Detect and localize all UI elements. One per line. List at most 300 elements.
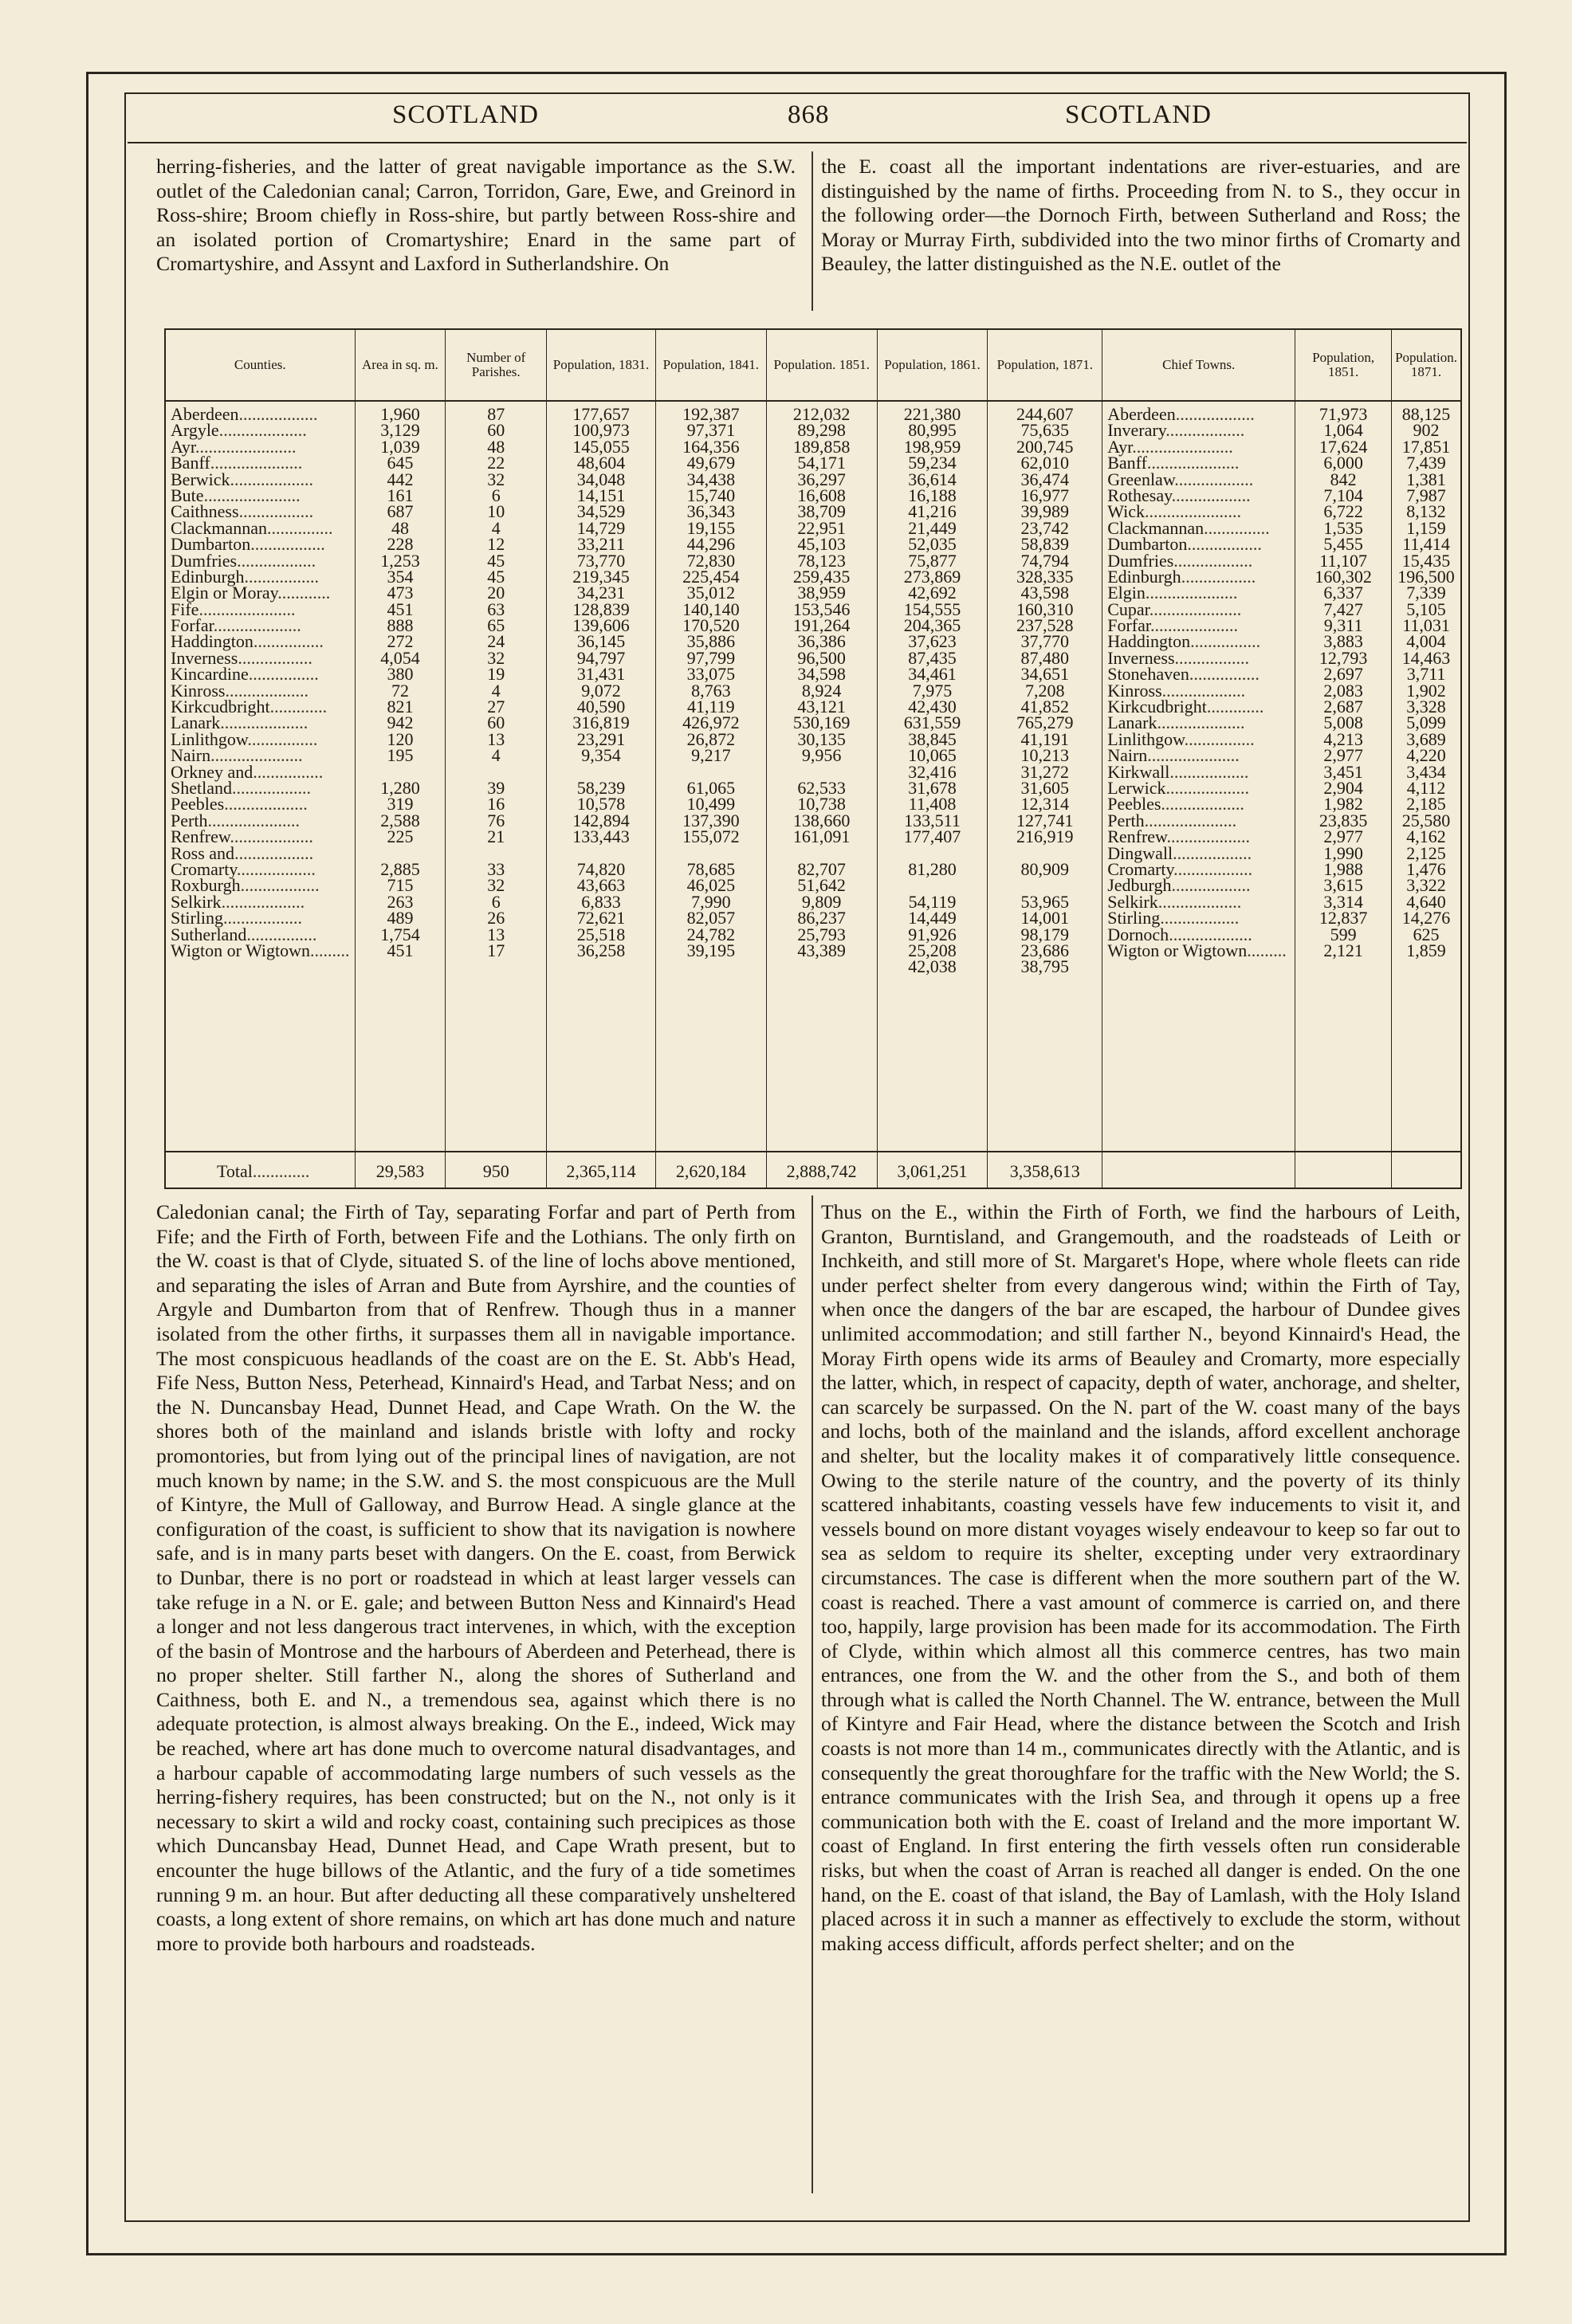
area-value-text: 942: [387, 713, 414, 733]
dot-leader: ...................: [1161, 680, 1246, 701]
county-name-text: Banff: [171, 453, 210, 473]
parishes-value-text: 19: [487, 664, 505, 685]
county-name-text: Peebles: [171, 794, 225, 815]
parishes-value-text: 32: [487, 647, 505, 668]
pop-1871-value-text: 12,314: [1020, 794, 1070, 815]
pop-1841-value-text: 78,685: [686, 858, 736, 879]
pop-1861-value-text: 21,449: [908, 517, 957, 538]
pop-1831-value-text: 9,354: [581, 745, 621, 766]
pop-1861-value: [882, 858, 983, 879]
area-value-text: 161: [387, 485, 414, 505]
town-pop-1871-column: [1392, 401, 1460, 1152]
page-number: 868: [788, 100, 830, 129]
town-pop-1851-value-text: 599: [1330, 924, 1357, 944]
town-name-text: Peebles: [1107, 794, 1161, 815]
dot-leader: ................: [253, 631, 324, 652]
town-name-text: Inverary: [1107, 420, 1166, 441]
county-name-text: Lanark: [171, 713, 221, 733]
town-pop-1871-value-text: 1,902: [1406, 680, 1446, 701]
dot-leader: ...............: [266, 517, 333, 538]
pop-1851-value-text: 82,707: [797, 858, 846, 879]
town-pop-1851-value-text: 7,427: [1323, 599, 1363, 619]
pop-1851-value-text: 16,608: [797, 485, 846, 505]
pop-1851-value-text: 161,091: [792, 826, 851, 847]
dot-leader: .............: [269, 697, 328, 717]
dot-leader: .......................: [195, 436, 297, 457]
town-name-text: Selkirk: [1107, 891, 1158, 912]
town-pop-1871-value-text: 5,105: [1406, 599, 1446, 619]
town-pop-1851-value-text: 842: [1330, 469, 1357, 489]
pop-1831-value-text: 145,055: [572, 436, 630, 457]
dot-leader: ..................: [1173, 858, 1253, 879]
town-pop-1871-value-text: 3,322: [1406, 875, 1446, 896]
dot-leader: ................: [1184, 728, 1255, 749]
dot-leader: .....................: [1147, 745, 1240, 766]
dot-leader: .....................: [1146, 453, 1240, 473]
pop-1861-value-text: 75,877: [908, 550, 957, 571]
pop-1871-value-text: 53,965: [1020, 891, 1070, 912]
dot-leader: ..................: [1173, 842, 1252, 863]
pop-1831-value-text: 74,820: [576, 858, 626, 879]
dot-leader: .....................: [210, 745, 303, 766]
county-name-text: Wigton or Wigtown: [171, 940, 311, 960]
area-value-text: 354: [387, 566, 414, 587]
parishes-value-text: 32: [487, 469, 505, 489]
town-pop-1851-value-text: 6,337: [1323, 583, 1363, 603]
dot-leader: .....................: [207, 810, 300, 830]
pop-1861-value-text: 25,208: [908, 940, 957, 960]
county-name-text: Linlithgow: [171, 728, 248, 749]
parishes-value-text: 4: [491, 517, 501, 538]
pop-1831-value-text: 177,657: [572, 404, 630, 424]
area-value-text: 1,280: [380, 777, 420, 798]
town-pop-1871-value-text: 4,220: [1406, 745, 1446, 766]
pop-1871-value-text: 43,598: [1020, 583, 1070, 603]
pop-1851-value-text: 9,809: [801, 891, 842, 912]
town-name-text: Ayr: [1107, 436, 1133, 457]
town-pop-1871-value-text: 15,435: [1401, 550, 1451, 571]
pop-1861-value-text: 37,623: [908, 631, 957, 652]
town-pop-1851-value-text: 17,624: [1319, 436, 1368, 457]
pop-1851-value-text: 45,103: [797, 534, 846, 555]
dot-leader: ....................: [1150, 615, 1238, 636]
town-pop-1871-value-text: 5,099: [1406, 713, 1446, 733]
pop-1831-value-text: 31,431: [576, 664, 626, 685]
pop-1841-value: [661, 826, 761, 847]
population-table: [164, 328, 1462, 1189]
pop-1831-value-text: 142,894: [572, 810, 630, 830]
pop-1841-column: [655, 401, 766, 1152]
pop-1871-value-text: 62,010: [1020, 453, 1070, 473]
pop-1861-value-text: 52,035: [908, 534, 957, 555]
dot-leader: ...................: [1161, 794, 1244, 815]
dot-leader: .....................: [1144, 810, 1237, 830]
town-pop-1851-value-text: 9,311: [1323, 615, 1363, 636]
pop-1841-value-text: 426,972: [682, 713, 740, 733]
pop-1861-value-text: 273,869: [903, 566, 961, 587]
town-pop-1851-column: [1295, 401, 1392, 1152]
pop-1861-value-text: 14,449: [908, 908, 957, 928]
pop-1871-value-text: 75,635: [1020, 420, 1070, 441]
pop-1861-value-text: 177,407: [903, 826, 961, 847]
county-name-text: Berwick: [171, 469, 230, 489]
pop-1851-value-text: 62,533: [797, 777, 846, 798]
header-pop-1851: Population. 1851.: [766, 330, 877, 401]
pop-1831-value-text: 40,590: [576, 697, 626, 717]
pop-1851-value-text: 36,386: [797, 631, 846, 652]
town-pop-1851-value-text: 1,988: [1323, 858, 1363, 879]
pop-1841-value-text: 15,740: [686, 485, 736, 505]
dot-leader: .................: [1181, 566, 1256, 587]
pop-1831-value-text: 73,770: [576, 550, 626, 571]
parishes-value: [450, 826, 541, 847]
town-name-text: Dumbarton: [1107, 534, 1188, 555]
pop-1851-value-text: 34,598: [797, 664, 846, 685]
town-pop-1871-value-text: 2,185: [1406, 794, 1446, 815]
parishes-value-text: 6: [491, 485, 501, 505]
pop-1871-value: [992, 858, 1097, 879]
pop-1871-value-text: 16,977: [1020, 485, 1070, 505]
town-pop-1851-value-text: 71,973: [1319, 404, 1368, 424]
dot-leader: ..................: [236, 858, 316, 879]
pop-1831-value-text: 36,258: [576, 940, 626, 960]
dot-leader: ....................: [220, 713, 309, 733]
area-value-text: 380: [387, 664, 414, 685]
town-pop-1871-value-text: 902: [1413, 420, 1440, 441]
dot-leader: ..................: [1169, 761, 1249, 782]
county-name-text: Kinross: [171, 680, 226, 701]
county-name-text: Inverness: [171, 647, 238, 668]
town-pop-1871-value-text: 7,439: [1406, 453, 1446, 473]
pop-1831-value-text: 43,663: [576, 875, 626, 896]
town-name-text: Perth: [1107, 810, 1145, 830]
area-value-text: 888: [387, 615, 414, 636]
town-name-text: Stirling: [1107, 908, 1161, 928]
area-value-text: 263: [387, 891, 414, 912]
bottom-left-paragraph: Caledonian canal; the Firth of Tay, separating Forfar and part of Perth from Fife; and the Firth of Forth, between Fife and the Lothians. The only firth on the W. coast is that of Clyde, situated S. of the line of lochs above mentioned, and separating the isles of Arran and Bute from Ayrshire, and the counties of Argyle and Dumbarton from that of Renfrew. Though thus in a manner isolated from the other firths, it surpasses them all in navigable importance. The most conspicuous headlands of the coast are on the E. St. Abb's Head, Fife Ness, Button Ness, Peterhead, Kinnaird's Head, and Tarbat Ness; and on the N. Duncansbay Head, Dunnet Head, and Cape Wrath. On the W. the shores both of the mainland and islands bristle with lofty and rocky promontories, but from lying out of the principal lines of navigation, are not much known by name; in the S.W. and S. the most conspicuous are the Mull of Kintyre, the Mull of Galloway, and Burrow Head. A single glance at the configuration of the coast, is sufficient to show that its navigation is nowhere safe, and is in many parts beset with dangers. On the E. coast, from Berwick to Dunbar, there is no port or roadstead in which at least larger vessels can take refuge in a N. or E. gale; and between Button Ness and Kinnaird's Head a longer and not less dangerous tract intervenes, in which, with the exception of the basin of Montrose and the harbours of Aberdeen and Peterhead, there is no proper shelter. Still farther N., along the shores of Sutherland and Caithness, both E. and N., a tremendous sea, against which there is no adequate protection, is almost always breaking. On the E., indeed, Wick may be reached, where art has done much to overcome natural disadvantages, and a harbour capable of accommodating large numbers of such vessels as the herring-fishery requires, has been constructed; but on the N., not only is it necessary to skirt a wild and rocky coast, containing such precipices as those which Duncansbay Head, Dunnet Head, and Cape Wrath present, but to encounter the huge billows of the Atlantic, and the fury of a tide sometimes running 9 m. an hour. But after deducting all these comparatively unsheltered coasts, a long extent of shore remains, on which art has done much and nature more to provide both harbours and roadsteads.: [156, 1200, 796, 1955]
county-name-text: Argyle: [171, 420, 219, 441]
dot-leader: ............: [277, 583, 331, 603]
county-name-text: Bute: [171, 485, 204, 505]
pop-1851-value-text: 25,793: [797, 924, 846, 944]
town-pop-1871-value-text: 11,414: [1402, 534, 1450, 555]
town-name-text: Dingwall: [1107, 842, 1173, 863]
parishes-value-text: 39: [487, 777, 505, 798]
pop-1851-value-text: 138,660: [792, 810, 851, 830]
pop-1841-value-text: 24,782: [686, 924, 736, 944]
dot-leader: ....................: [1157, 713, 1245, 733]
town-pop-1871-value-text: 1,859: [1406, 940, 1446, 960]
town-name-text: Forfar: [1107, 615, 1150, 636]
county-name-text: Orkney and: [171, 761, 253, 782]
town-pop-1871-value-text: 7,987: [1406, 485, 1446, 505]
town-pop-1851-value-text: 11,107: [1319, 550, 1367, 571]
pop-1831-value-text: 219,345: [572, 566, 630, 587]
area-value-text: 225: [387, 826, 414, 847]
pop-1831-value-text: 94,797: [576, 647, 626, 668]
pop-1831-value-text: 33,211: [577, 534, 625, 555]
pop-1851-value-text: 153,546: [792, 599, 851, 619]
area-value: [360, 745, 441, 766]
town-pop-1871-value-text: 8,132: [1406, 501, 1446, 522]
pop-1841-value-text: 170,520: [682, 615, 740, 636]
town-name-text: Wick: [1107, 501, 1145, 522]
area-value-text: 687: [387, 501, 414, 522]
dot-leader: ................: [247, 728, 318, 749]
total-pop-1831: 2,365,114: [547, 1152, 656, 1188]
pop-1831-value-text: 34,529: [576, 501, 626, 522]
town-name-text: Renfrew: [1107, 826, 1167, 847]
total-area: 29,583: [355, 1152, 446, 1188]
dot-leader: .........: [310, 940, 350, 960]
pop-1841-value-text: 19,155: [686, 517, 736, 538]
pop-1831-value-text: 128,839: [572, 599, 630, 619]
town-name-text: Banff: [1107, 453, 1147, 473]
county-name-text: Selkirk: [171, 891, 222, 912]
area-value-text: 451: [387, 940, 414, 960]
pop-1841-value-text: 155,072: [682, 826, 740, 847]
total-empty-town1851: [1295, 1152, 1392, 1188]
town-name-text: Lerwick: [1107, 777, 1166, 798]
town-pop-1871-value-text: 1,159: [1406, 517, 1446, 538]
pop-1831-value: [552, 745, 650, 766]
pop-1831-value-text: 23,291: [576, 728, 626, 749]
pop-1871-value-text: 38,795: [1020, 956, 1070, 977]
bottom-column-divider: [812, 1195, 813, 2193]
bottom-left-column: [156, 1200, 796, 1956]
running-header: [128, 100, 1467, 139]
dot-leader: .................: [238, 647, 312, 668]
town-pop-1871-value-text: 11,031: [1402, 615, 1450, 636]
town-pop-1871-value-text: 4,640: [1406, 891, 1446, 912]
pop-1861-value-text: 81,280: [908, 858, 957, 879]
parishes-value-text: 45: [487, 550, 505, 571]
pop-1841-value-text: 35,012: [686, 583, 736, 603]
town-pop-1871-value-text: 7,339: [1406, 583, 1446, 603]
pop-1861-value-text: 221,380: [903, 404, 961, 424]
town-pop-1851-value-text: 2,977: [1323, 826, 1363, 847]
chief-towns-column: [1102, 401, 1295, 1152]
header-pop-1861: Population, 1861.: [877, 330, 988, 401]
town-pop-1851-value-text: 1,990: [1323, 842, 1363, 863]
pop-1861-value: [882, 956, 983, 977]
dot-leader: ..................: [1175, 404, 1255, 424]
pop-1851-value-text: 43,389: [797, 940, 846, 960]
parishes-value-text: 24: [487, 631, 505, 652]
pop-1871-value-text: 244,607: [1016, 404, 1074, 424]
parishes-value-text: 12: [487, 534, 505, 555]
pop-1841-value-text: 10,499: [686, 794, 736, 815]
town-name-text: Greenlaw: [1107, 469, 1175, 489]
county-name-text: Stirling: [171, 908, 224, 928]
pop-1841-value-text: 46,025: [686, 875, 736, 896]
pop-1851-value-text: 10,738: [797, 794, 846, 815]
pop-1831-value-text: 14,151: [576, 485, 626, 505]
pop-1861-value-text: 87,435: [908, 647, 957, 668]
pop-1841-value-text: 41,119: [686, 697, 735, 717]
dot-leader: ...................: [1165, 777, 1249, 798]
pop-1861-value-text: 7,975: [912, 680, 953, 701]
town-name-text: Haddington: [1107, 631, 1191, 652]
dot-leader: ..................: [1171, 875, 1251, 896]
town-pop-1851-value-text: 3,615: [1323, 875, 1363, 896]
parishes-value-text: 26: [487, 908, 505, 928]
pop-1841-value-text: 97,799: [686, 647, 736, 668]
area-value: [360, 826, 441, 847]
dot-leader: ..................: [232, 777, 311, 798]
header-pop-1831: Population, 1831.: [547, 330, 656, 401]
area-value-text: 645: [387, 453, 414, 473]
county-name-text: Edinburgh: [171, 566, 245, 587]
pop-1841-value-text: 36,343: [686, 501, 736, 522]
town-pop-1851-value-text: 2,904: [1323, 777, 1363, 798]
parishes-value-text: 4: [491, 745, 501, 766]
town-name-text: Dumfries: [1107, 550, 1174, 571]
town-pop-1871-value-text: 1,381: [1406, 469, 1446, 489]
pop-1851-value-text: 51,642: [797, 875, 846, 896]
county-name-text: Forfar: [171, 615, 214, 636]
pop-1841-value-text: 35,886: [686, 631, 736, 652]
town-name-text: Jedburgh: [1107, 875, 1172, 896]
county-name-text: Dumfries: [171, 550, 238, 571]
town-name-text: Edinburgh: [1107, 566, 1181, 587]
dot-leader: .....................: [1145, 583, 1238, 603]
town-name-text: Kirkcudbright: [1107, 697, 1207, 717]
pop-1861-value-text: 204,365: [903, 615, 961, 636]
area-value-text: 715: [387, 875, 414, 896]
parishes-value-text: 87: [487, 404, 505, 424]
dot-leader: ...................: [230, 469, 314, 489]
dot-leader: ..................: [238, 404, 318, 424]
dot-leader: ................: [1189, 664, 1260, 685]
town-name-text: Lanark: [1107, 713, 1157, 733]
town-name-text: Aberdeen: [1107, 404, 1176, 424]
county-name-text: Dumbarton: [171, 534, 251, 555]
pop-1861-value-text: 59,234: [908, 453, 957, 473]
dot-leader: ....................: [218, 420, 307, 441]
pop-1861-value-text: 42,038: [908, 956, 957, 977]
town-pop-1871-value-text: 14,276: [1401, 908, 1451, 928]
dot-leader: .............: [1206, 697, 1264, 717]
town-pop-1871-value-text: 3,434: [1406, 761, 1446, 782]
county-name-text: Cromarty: [171, 858, 237, 879]
dot-leader: ...................: [1166, 826, 1251, 847]
pop-1871-value-text: 23,686: [1020, 940, 1070, 960]
area-value-text: 72: [391, 680, 409, 701]
county-name-text: Caithness: [171, 501, 239, 522]
pop-1841-value-text: 34,438: [686, 469, 736, 489]
pop-1851-value-text: 8,924: [801, 680, 842, 701]
header-pop-1841: Population, 1841.: [655, 330, 766, 401]
town-pop-1851-value-text: 6,722: [1323, 501, 1363, 522]
parishes-value-text: 21: [487, 826, 505, 847]
county-name-text: Clackmannan: [171, 517, 267, 538]
county-name-text: Kincardine: [171, 664, 249, 685]
pop-1871-value-text: 31,605: [1020, 777, 1070, 798]
parishes-value-text: 17: [487, 940, 505, 960]
pop-1851-value-text: 38,959: [797, 583, 846, 603]
pop-1831-value-text: 10,578: [576, 794, 626, 815]
bottom-right-paragraph: Thus on the E., within the Firth of Forth, we find the harbours of Leith, Granton, Burntisland, and Grangemouth, and the roadsteads of Leith or Inchkeith, and still more of St. Margaret's Hope, where whole fleets can ride under perfect shelter from every dangerous wind; within the Firth of Tay, when once the dangers of the bar are escaped, the harbour of Dundee gives unlimited accommodation; and still farther N., beyond Kinnaird's Head, the Moray Firth opens wide its arms of Beauley and Cromarty, more especially the latter, which, in respect of capacity, depth of water, anchorage, and shelter, can scarcely be surpassed. On the N. part of the W. coast many of the bays and lochs, both of the mainland and the islands, afford excellent anchorage and shelter, but the locality makes it of comparatively little consequence. Owing to the sterile nature of the country, and the poverty of its thinly scattered inhabitants, coasting vessels have few inducements to visit it, and vessels bound on more distant voyages wisely endeavour to keep so far out to sea as seldom to require its shelter, excepting under very extraordinary circumstances. The case is different when the more southern part of the W. coast is reached. There a vast amount of commerce is carried on, and there too, happily, large provision has been made for its accommodation. The Firth of Clyde, within which almost all this commerce centres, has two main entrances, one from the W. and the other from the S., and both of them through what is called the North Channel. The W. entrance, between the Mull of Kintyre and Fair Head, where the distance between the Scotch and Irish coasts is not more than 14 m., communicates directly with the Atlantic, and is consequently the great thoroughfare for the traffic with the New World; the S. entrance communicates with the Irish Sea, and through it opens up a free communication both with the E. coast of Ireland and the more important W. coast of England. In first entering the firth vessels often run considerable risks, but when the coast of Arran is reached all danger is ended. On the one hand, on the E. coast of that island, the Bay of Lamlash, with the Holy Island placed across it in such a manner as effectively to exclude the storm, without making access difficult, affords perfect shelter; and on the: [821, 1200, 1460, 1955]
pop-1871-value-text: 87,480: [1020, 647, 1070, 668]
pop-1871-value-text: 216,919: [1016, 826, 1074, 847]
county-name-text: Perth: [171, 810, 208, 830]
pop-1841-value-text: 7,990: [691, 891, 731, 912]
pop-1841-value-text: 9,217: [691, 745, 731, 766]
town-pop-1871-value-text: 88,125: [1401, 404, 1451, 424]
pop-1831-value-text: 34,048: [576, 469, 626, 489]
top-left-paragraph: herring-fisheries, and the latter of great navigable importance as the S.W. outlet of the Caledonian canal; Carron, Torridon, Gare, Ewe, and Greinord in Ross-shire; Broom chiefly in Ross-shire, but partly between Ross-shire and an isolated portion of Cromartyshire; Enard in the same part of Cromartyshire, and Assynt and Laxford in Sutherlandshire. On: [156, 155, 796, 276]
pop-1841-value-text: 97,371: [686, 420, 736, 441]
pop-1871-value-text: 41,852: [1020, 697, 1070, 717]
dot-leader: .....................: [1149, 599, 1242, 619]
parishes-value-text: 32: [487, 875, 505, 896]
total-empty-town1871: [1392, 1152, 1460, 1188]
pop-1871-value-text: 23,742: [1020, 517, 1070, 538]
town-pop-1851-value-text: 7,104: [1323, 485, 1363, 505]
dot-leader: ...................: [230, 826, 313, 847]
parishes-value-text: 48: [487, 436, 505, 457]
area-value-text: 1,754: [380, 924, 420, 944]
area-value-text: 1,960: [380, 404, 420, 424]
pop-1831-value-text: 9,072: [581, 680, 621, 701]
dot-leader: ....................: [213, 615, 301, 636]
area-value-text: 120: [387, 728, 414, 749]
town-name-text: Kirkwall: [1107, 761, 1170, 782]
parishes-value-text: 20: [487, 583, 505, 603]
pop-1831-value-text: 133,443: [572, 826, 630, 847]
area-value-text: 48: [391, 517, 409, 538]
town-pop-1871-value-text: 1,476: [1406, 858, 1446, 879]
total-label-cell: [166, 1152, 355, 1188]
pop-1871-value-text: 37,770: [1020, 631, 1070, 652]
pop-1831-column: [547, 401, 656, 1152]
pop-1831-value-text: 34,231: [576, 583, 626, 603]
pop-1871-column: [988, 401, 1102, 1152]
total-parishes: 950: [446, 1152, 547, 1188]
parishes-value-text: 60: [487, 420, 505, 441]
dot-leader: ...............: [1204, 517, 1270, 538]
pop-1831-value-text: 58,239: [576, 777, 626, 798]
area-column: [355, 401, 446, 1152]
total-label: Total: [217, 1160, 253, 1181]
dot-leader: ......................: [1144, 501, 1241, 522]
area-value-text: 228: [387, 534, 414, 555]
pop-1851-value: [772, 826, 872, 847]
parishes-value-text: 13: [487, 728, 505, 749]
pop-1851-value-text: 78,123: [797, 550, 846, 571]
dot-leader: ................: [248, 664, 319, 685]
town-pop-1851-value-text: 2,083: [1323, 680, 1363, 701]
town-pop-1851-value-text: 1,982: [1323, 794, 1363, 815]
parishes-value-text: 27: [487, 697, 505, 717]
area-value-text: 1,253: [380, 550, 420, 571]
county-name-text: Aberdeen: [171, 404, 239, 424]
pop-1861-value-text: 31,678: [908, 777, 957, 798]
town-name-text: Dornoch: [1107, 924, 1169, 944]
pop-1841-value-text: 164,356: [682, 436, 740, 457]
pop-1851-value-text: 189,858: [792, 436, 851, 457]
top-right-column: [821, 155, 1460, 277]
pop-1861-value-text: 11,408: [908, 794, 957, 815]
pop-1831-value-text: 25,518: [576, 924, 626, 944]
pop-1841-value-text: 44,296: [686, 534, 736, 555]
pop-1831-value-text: 48,604: [576, 453, 626, 473]
total-leader: .............: [252, 1160, 310, 1181]
pop-1851-column: [766, 401, 877, 1152]
header-town-pop-1871: Population. 1871.: [1392, 330, 1460, 401]
parishes-value: [450, 745, 541, 766]
